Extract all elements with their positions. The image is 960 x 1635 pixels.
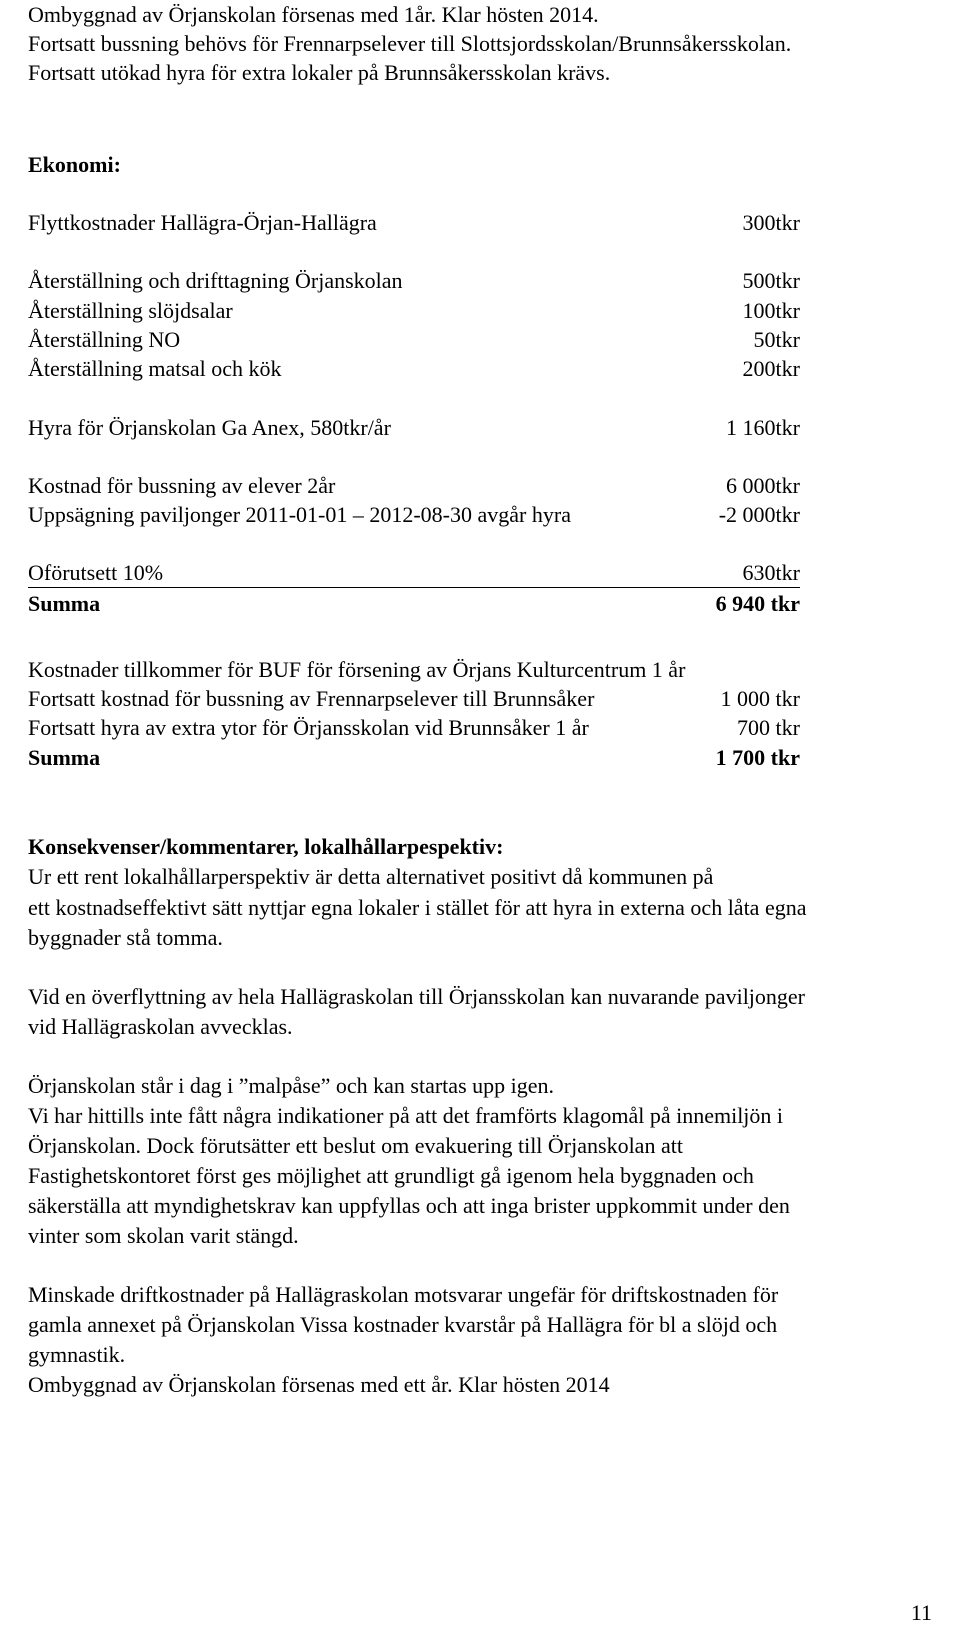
cost-amount: -2 000tkr [718, 502, 800, 527]
cost-label: Återställning slöjdsalar [28, 298, 233, 323]
paragraph-line: Örjanskolan står i dag i ”malpåse” och kan startas upp igen. [28, 1073, 555, 1098]
cost-amount: 630tkr [742, 560, 800, 585]
cost-amount: 50tkr [753, 327, 800, 352]
sum-divider [28, 587, 800, 588]
cost-label: Återställning NO [28, 327, 181, 352]
cost-amount: 500tkr [742, 268, 800, 293]
buf-label: Fortsatt kostnad för bussning av Frennarpselever till Brunnsåker [28, 686, 595, 711]
paragraph-line: Ur ett rent lokalhållarperspektiv är detta alternativet positivt då kommunen på [28, 864, 714, 889]
intro-line: Ombyggnad av Örjanskolan försenas med 1år. Klar hösten 2014. [28, 2, 599, 27]
paragraph-line: Fastighetskontoret först ges möjlighet att grundligt gå igenom hela byggnaden och [28, 1163, 754, 1188]
paragraph-line: Minskade driftkostnader på Hallägraskolan motsvarar ungefär för driftskostnaden för [28, 1282, 779, 1307]
consequences-heading: Konsekvenser/kommentarer, lokalhållarpespektiv: [28, 834, 504, 859]
total-amount: 6 940 tkr [715, 591, 800, 616]
paragraph-line: Ombyggnad av Örjanskolan försenas med ett år. Klar hösten 2014 [28, 1372, 610, 1397]
cost-amount: 200tkr [742, 356, 800, 381]
paragraph-line: ett kostnadseffektivt sätt nyttjar egna lokaler i stället för att hyra in externa och låta egna [28, 895, 807, 920]
cost-label: Uppsägning paviljonger 2011-01-01 – 2012-08-30 avgår hyra [28, 502, 571, 527]
cost-label: Hyra för Örjanskolan Ga Anex, 580tkr/år [28, 415, 391, 440]
cost-amount: 300tkr [742, 210, 800, 235]
cost-label: Återställning och drifttagning Örjanskolan [28, 268, 403, 293]
paragraph-line: byggnader stå tomma. [28, 925, 223, 950]
paragraph-line: Örjanskolan. Dock förutsätter ett beslut om evakuering till Örjanskolan att [28, 1133, 683, 1158]
cost-label: Flyttkostnader Hallägra-Örjan-Hallägra [28, 210, 377, 235]
buf-label: Fortsatt hyra av extra ytor för Örjansskolan vid Brunnsåker 1 år [28, 715, 589, 740]
buf-amount: 1 000 tkr [720, 686, 800, 711]
buf-total-amount: 1 700 tkr [715, 745, 800, 770]
cost-label: Oförutsett 10% [28, 560, 164, 585]
paragraph-line: Vid en överflyttning av hela Hallägraskolan till Örjansskolan kan nuvarande paviljonger [28, 984, 806, 1009]
paragraph-line: gamla annexet på Örjanskolan Vissa kostnader kvarstår på Hallägra för bl a slöjd och [28, 1312, 778, 1337]
cost-amount: 1 160tkr [726, 415, 800, 440]
buf-total-label: Summa [28, 745, 101, 770]
page-number: 11 [910, 1600, 932, 1625]
paragraph-line: Vi har hittills inte fått några indikationer på att det framförts klagomål på innemiljön i [28, 1103, 784, 1128]
cost-label: Återställning matsal och kök [28, 356, 282, 381]
total-label: Summa [28, 591, 101, 616]
intro-line: Fortsatt bussning behövs för Frennarpselever till Slottsjordsskolan/Brunnsåkersskolan. [28, 31, 792, 56]
paragraph-line: vinter som skolan varit stängd. [28, 1223, 299, 1248]
economy-heading: Ekonomi: [28, 152, 121, 177]
buf-amount: 700 tkr [737, 715, 800, 740]
cost-amount: 6 000tkr [726, 473, 800, 498]
cost-label: Kostnad för bussning av elever 2år [28, 473, 336, 498]
intro-line: Fortsatt utökad hyra för extra lokaler på Brunnsåkersskolan krävs. [28, 60, 611, 85]
paragraph-line: säkerställa att myndighetskrav kan uppfyllas och att inga brister uppkommit under den [28, 1193, 790, 1218]
paragraph-line: gymnastik. [28, 1342, 126, 1367]
cost-amount: 100tkr [742, 298, 800, 323]
buf-label: Kostnader tillkommer för BUF för försening av Örjans Kulturcentrum 1 år [28, 657, 686, 682]
paragraph-line: vid Hallägraskolan avvecklas. [28, 1014, 293, 1039]
